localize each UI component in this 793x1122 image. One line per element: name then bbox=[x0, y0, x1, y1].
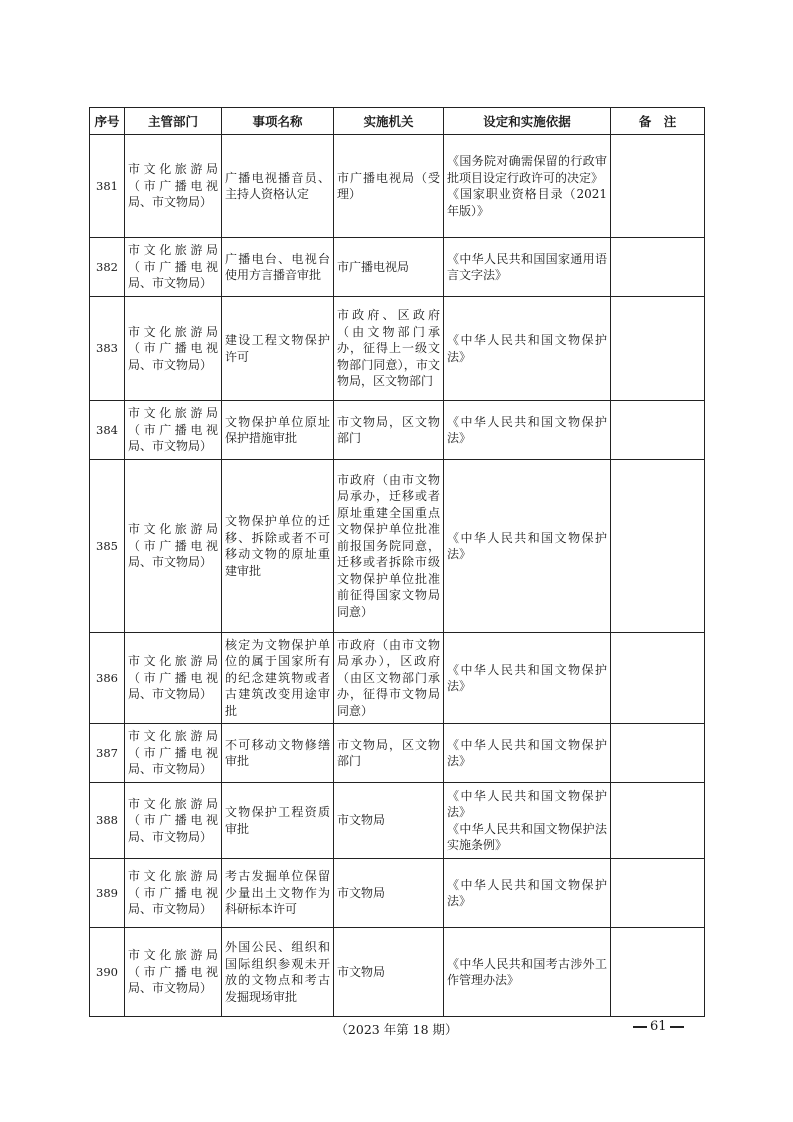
row-note bbox=[611, 135, 705, 238]
row-note bbox=[611, 238, 705, 297]
row-dept: 市文化旅游局（市广播电视局、市文物局） bbox=[125, 460, 222, 633]
row-note bbox=[611, 928, 705, 1017]
row-note bbox=[611, 859, 705, 928]
row-no: 390 bbox=[90, 928, 125, 1017]
row-agency: 市文物局，区文物部门 bbox=[334, 401, 444, 460]
basis-line: 《中华人民共和国文物保护法实施条例》 bbox=[447, 821, 607, 852]
row-agency: 市政府、区政府（由文物部门承办，征得上一级文物部门同意），市文物局，区文物部门 bbox=[334, 297, 444, 401]
table-row bbox=[90, 724, 705, 783]
basis-line: 《中华人民共和国文物保护法》 bbox=[447, 530, 607, 561]
issue-label: （2023 年第 18 期） bbox=[335, 1022, 458, 1037]
row-dept: 市文化旅游局（市广播电视局、市文物局） bbox=[125, 401, 222, 460]
table-row bbox=[90, 633, 705, 724]
row-no: 386 bbox=[90, 633, 125, 724]
basis-line: 《中华人民共和国考古涉外工作管理办法》 bbox=[447, 956, 607, 987]
table-row bbox=[90, 297, 705, 401]
dash-left bbox=[633, 1026, 647, 1028]
row-dept: 市文化旅游局（市广播电视局、市文物局） bbox=[125, 135, 222, 238]
row-item: 建设工程文物保护许可 bbox=[222, 297, 334, 401]
row-item: 核定为文物保护单位的属于国家所有的纪念建筑物或者古建筑改变用途审批 bbox=[222, 633, 334, 724]
row-item: 文物保护单位的迁移、拆除或者不可移动文物的原址重建审批 bbox=[222, 460, 334, 633]
row-item: 广播电台、电视台使用方言播音审批 bbox=[222, 238, 334, 297]
header-agency: 实施机关 bbox=[334, 108, 444, 135]
row-agency: 市政府（由市文物局承办，迁移或者原址重建全国重点文物保护单位批准前报国务院同意，迁移或者拆除市级文物保护单位批准前征得国家文物局同意） bbox=[334, 460, 444, 633]
row-note bbox=[611, 783, 705, 859]
row-note bbox=[611, 401, 705, 460]
basis-line: 《中华人民共和国文物保护法》 bbox=[447, 877, 607, 908]
row-dept: 市文化旅游局（市广播电视局、市文物局） bbox=[125, 238, 222, 297]
row-basis bbox=[444, 724, 611, 783]
row-basis bbox=[444, 297, 611, 401]
row-agency: 市文物局 bbox=[334, 783, 444, 859]
row-no: 389 bbox=[90, 859, 125, 928]
row-item: 不可移动文物修缮审批 bbox=[222, 724, 334, 783]
basis-line: 《中华人民共和国文物保护法》 bbox=[447, 333, 607, 364]
row-note bbox=[611, 460, 705, 633]
dash-right bbox=[670, 1026, 684, 1028]
table-row bbox=[90, 783, 705, 859]
row-item: 文物保护工程资质审批 bbox=[222, 783, 334, 859]
row-basis bbox=[444, 928, 611, 1017]
table-row bbox=[90, 238, 705, 297]
row-basis bbox=[444, 633, 611, 724]
row-basis bbox=[444, 401, 611, 460]
row-dept: 市文化旅游局（市广播电视局、市文物局） bbox=[125, 859, 222, 928]
header-basis: 设定和实施依据 bbox=[444, 108, 611, 135]
header-note: 备 注 bbox=[611, 108, 705, 135]
header-no: 序号 bbox=[90, 108, 125, 135]
row-item: 广播电视播音员、主持人资格认定 bbox=[222, 135, 334, 238]
header-dept: 主管部门 bbox=[125, 108, 222, 135]
header-item: 事项名称 bbox=[222, 108, 334, 135]
row-agency: 市广播电视局 bbox=[334, 238, 444, 297]
table-row bbox=[90, 135, 705, 238]
row-basis bbox=[444, 460, 611, 633]
row-no: 383 bbox=[90, 297, 125, 401]
row-no: 384 bbox=[90, 401, 125, 460]
row-note bbox=[611, 633, 705, 724]
row-no: 382 bbox=[90, 238, 125, 297]
row-item: 考古发掘单位保留少量出土文物作为科研标本许可 bbox=[222, 859, 334, 928]
row-dept: 市文化旅游局（市广播电视局、市文物局） bbox=[125, 783, 222, 859]
row-basis bbox=[444, 238, 611, 297]
row-basis bbox=[444, 783, 611, 859]
basis-line: 《中华人民共和国文物保护法》 bbox=[447, 662, 607, 693]
row-basis bbox=[444, 859, 611, 928]
row-no: 388 bbox=[90, 783, 125, 859]
basis-line: 《国家职业资格目录（2021年版）》 bbox=[447, 187, 607, 218]
page-number bbox=[630, 1019, 687, 1034]
row-note bbox=[611, 724, 705, 783]
row-dept: 市文化旅游局（市广播电视局、市文物局） bbox=[125, 724, 222, 783]
row-agency: 市文物局，区文物部门 bbox=[334, 724, 444, 783]
row-dept: 市文化旅游局（市广播电视局、市文物局） bbox=[125, 633, 222, 724]
row-basis bbox=[444, 135, 611, 238]
row-agency: 市广播电视局（受理） bbox=[334, 135, 444, 238]
row-item: 文物保护单位原址保护措施审批 bbox=[222, 401, 334, 460]
row-agency: 市文物局 bbox=[334, 859, 444, 928]
basis-line: 《中华人民共和国文物保护法》 bbox=[447, 788, 607, 819]
row-dept: 市文化旅游局（市广播电视局、市文物局） bbox=[125, 297, 222, 401]
table-row bbox=[90, 401, 705, 460]
basis-line: 《中华人民共和国国家通用语言文字法》 bbox=[447, 251, 607, 282]
basis-line: 《国务院对确需保留的行政审批项目设定行政许可的决定》 bbox=[447, 154, 607, 185]
row-no: 385 bbox=[90, 460, 125, 633]
table-row bbox=[90, 928, 705, 1017]
row-item: 外国公民、组织和国际组织参观未开放的文物点和考古发掘现场审批 bbox=[222, 928, 334, 1017]
row-agency: 市政府（由市文物局承办），区政府（由区文物部门承办，征得市文物局同意） bbox=[334, 633, 444, 724]
row-dept: 市文化旅游局（市广播电视局、市文物局） bbox=[125, 928, 222, 1017]
table-header-row bbox=[90, 108, 705, 135]
table-row bbox=[90, 859, 705, 928]
table-row bbox=[90, 460, 705, 633]
row-no: 381 bbox=[90, 135, 125, 238]
approval-items-table bbox=[89, 107, 705, 1017]
basis-line: 《中华人民共和国文物保护法》 bbox=[447, 414, 607, 445]
row-note bbox=[611, 297, 705, 401]
row-no: 387 bbox=[90, 724, 125, 783]
page-number-text: 61 bbox=[650, 1019, 667, 1034]
basis-line: 《中华人民共和国文物保护法》 bbox=[447, 737, 607, 768]
row-agency: 市文物局 bbox=[334, 928, 444, 1017]
